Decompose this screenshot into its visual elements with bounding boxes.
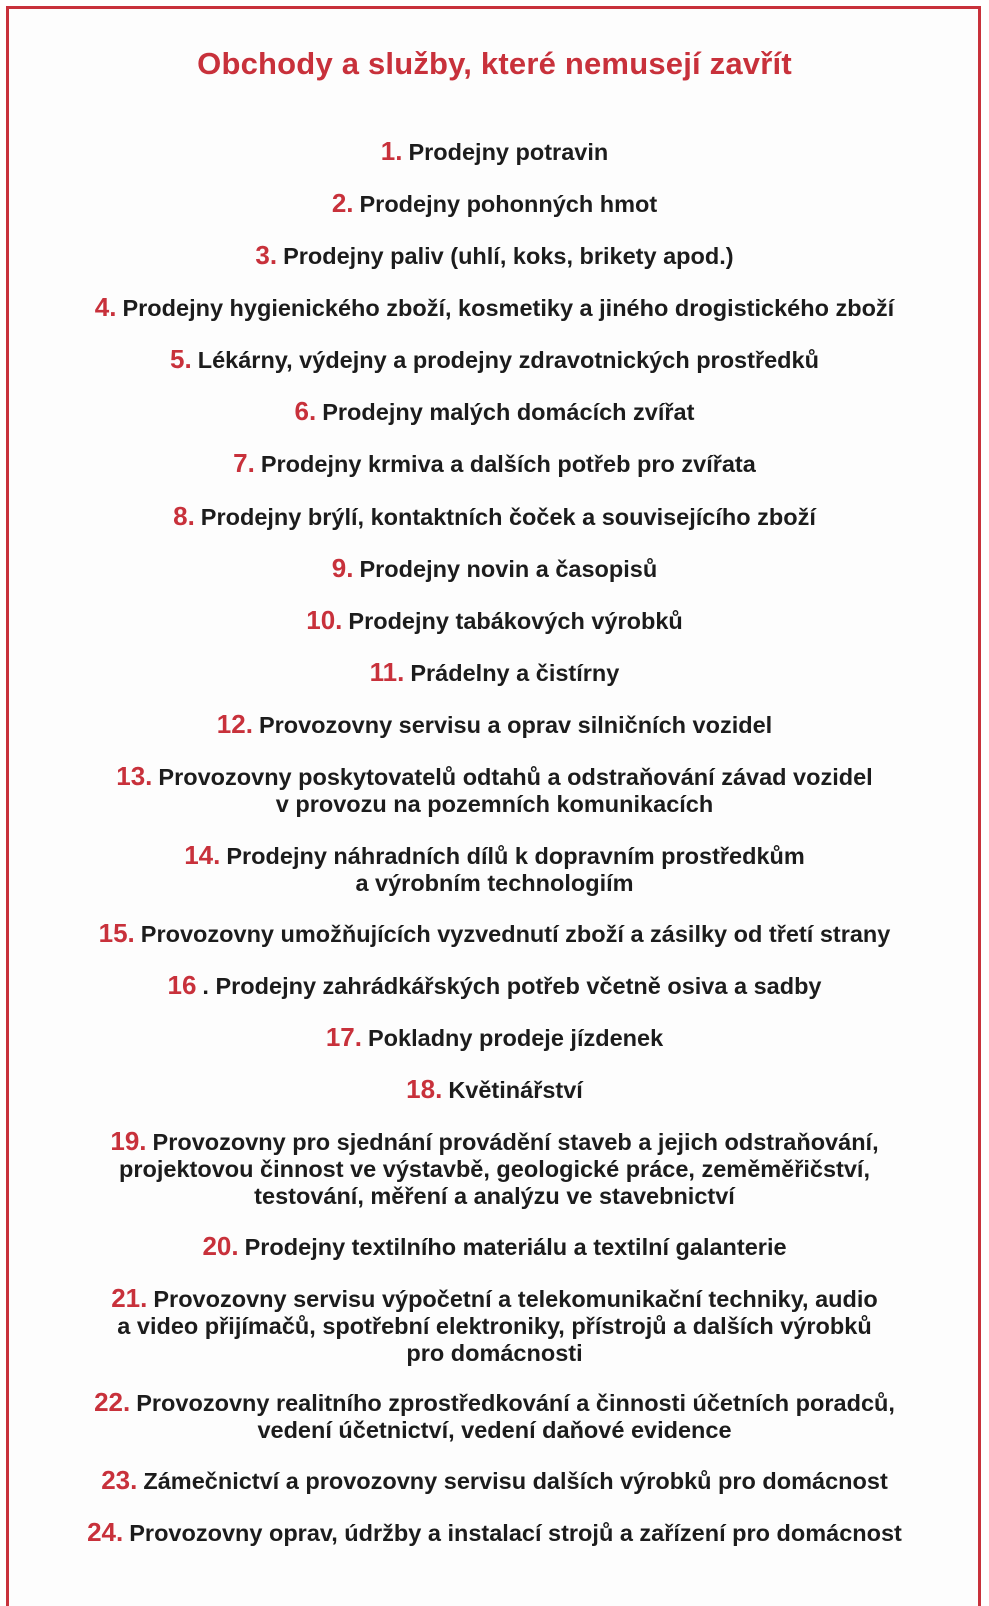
list-item-number: 18. xyxy=(406,1074,443,1104)
list-item-number: 12. xyxy=(216,709,253,739)
list-item-text: Prodejny náhradních dílů k dopravním prostředkům xyxy=(226,843,805,869)
list-item-number: 21. xyxy=(111,1283,148,1313)
list-item-line xyxy=(0,503,989,531)
list-item-text: Provozovny pro sjednání provádění staveb a jejich odstraňování, xyxy=(152,1129,879,1155)
list-item xyxy=(0,138,989,166)
list-item-line xyxy=(0,1024,989,1052)
list-item-text: Prodejny textilního materiálu a textilní galanterie xyxy=(244,1234,787,1260)
list-item-text: Prodejny hygienického zboží, kosmetiky a jiného drogistického zboží xyxy=(122,295,895,321)
list-item xyxy=(0,398,989,426)
list-item-text: Prodejny krmiva a dalších potřeb pro zvířata xyxy=(260,451,756,477)
list-item-line xyxy=(0,870,989,897)
list-item xyxy=(0,190,989,218)
list-item-number: 23. xyxy=(101,1465,138,1495)
list-item-text: Zámečnictví a provozovny servisu dalších výrobků pro domácnost xyxy=(143,1468,888,1494)
list-item-text: Prodejny tabákových výrobků xyxy=(348,608,683,634)
list-item-number: 4. xyxy=(94,292,117,322)
list-item xyxy=(0,1128,989,1210)
list-item xyxy=(0,607,989,635)
list-item-number: 1. xyxy=(380,136,403,166)
list-item-line xyxy=(0,1233,989,1261)
list-item-line xyxy=(0,920,989,948)
list-item-line xyxy=(0,1183,989,1210)
list-item-number: 15. xyxy=(98,918,135,948)
list-item xyxy=(0,450,989,478)
list-item-text: v provozu na pozemních komunikacích xyxy=(275,791,714,817)
list-item-text: Prodejny paliv (uhlí, koks, brikety apod.) xyxy=(283,243,734,269)
list-item xyxy=(0,972,989,1000)
list-item xyxy=(0,1076,989,1104)
list-item-text: Prodejny brýlí, kontaktních čoček a souvisejícího zboží xyxy=(200,504,816,530)
list-item-number: 5. xyxy=(170,344,192,374)
list-item xyxy=(0,242,989,270)
list-item-line xyxy=(0,450,989,478)
list-item-number: 19. xyxy=(110,1126,147,1156)
list-item-number: 9. xyxy=(331,553,354,583)
list-item xyxy=(0,1389,989,1444)
list-item-text: a video přijímačů, spotřební elektroniky, přístrojů a dalších výrobků xyxy=(117,1313,872,1339)
list-item-line xyxy=(0,190,989,218)
list-item-line xyxy=(0,842,989,870)
list-item xyxy=(0,1024,989,1052)
page-title: Obchody a služby, které nemusejí zavřít xyxy=(197,46,792,81)
list-item-number: 13. xyxy=(116,761,153,791)
list-item-text: pro domácnosti xyxy=(406,1340,583,1366)
list-item-line xyxy=(0,242,989,270)
list-item-line xyxy=(0,1389,989,1417)
list-item-number: 8. xyxy=(173,501,195,531)
list-item-line xyxy=(0,138,989,166)
list-item xyxy=(0,659,989,687)
list-item-line xyxy=(0,346,989,374)
list-item-number: 3. xyxy=(255,240,278,270)
list-item-text: Provozovny servisu výpočetní a telekomunikační techniky, audio xyxy=(153,1286,878,1312)
list-item xyxy=(0,503,989,531)
list-item xyxy=(0,1285,989,1367)
list-item-text: Provozovny umožňujících vyzvednutí zboží a zásilky od třetí strany xyxy=(140,921,891,947)
list-item-number: 24. xyxy=(87,1517,124,1547)
list-item-line xyxy=(0,398,989,426)
list-item-line xyxy=(0,1128,989,1156)
list-item xyxy=(0,555,989,583)
list-item-number: 2. xyxy=(331,188,354,218)
list-item xyxy=(0,1467,989,1495)
list-item-text: Prodejny pohonných hmot xyxy=(359,191,658,217)
list-item-text: Prodejny malých domácích zvířat xyxy=(322,399,695,425)
list-item-line xyxy=(0,1519,989,1547)
list-item-line xyxy=(0,1076,989,1104)
list-item xyxy=(0,294,989,322)
list-item-number: 6. xyxy=(294,396,317,426)
list-item-text: Lékárny, výdejny a prodejny zdravotnických prostředků xyxy=(197,347,819,373)
list-item-text: projektovou činnost ve výstavbě, geologické práce, zeměměřičství, xyxy=(119,1156,870,1182)
list-item-text: Prodejny novin a časopisů xyxy=(359,556,658,582)
list-item xyxy=(0,1519,989,1547)
list-item-line xyxy=(0,555,989,583)
list-item-line xyxy=(0,1340,989,1367)
list-item-line xyxy=(0,763,989,791)
list-item-text: Provozovny servisu a oprav silničních vozidel xyxy=(258,712,773,738)
list-item-text: . Prodejny zahrádkářských potřeb včetně osiva a sadby xyxy=(202,973,822,999)
list-item-text: a výrobním technologiím xyxy=(355,870,634,896)
list-item-line xyxy=(0,294,989,322)
list-item-text: Provozovny realitního zprostředkování a činnosti účetních poradců, xyxy=(136,1390,895,1416)
list-item-number: 17. xyxy=(325,1022,362,1052)
list-item-number: 10. xyxy=(306,605,343,635)
list-item xyxy=(0,1233,989,1261)
list-item-line xyxy=(0,607,989,635)
list-item xyxy=(0,711,989,739)
list-item xyxy=(0,763,989,818)
list-item xyxy=(0,842,989,897)
list-item-line xyxy=(0,972,989,1000)
list-item-line xyxy=(0,711,989,739)
list-item-text: testování, měření a analýzu ve stavebnictví xyxy=(254,1183,735,1209)
list-item-text: Provozovny oprav, údržby a instalací strojů a zařízení pro domácnost xyxy=(129,1520,902,1546)
list-item-number: 14. xyxy=(184,840,221,870)
list-item-text: Prádelny a čistírny xyxy=(410,660,620,686)
list-item-number: 22. xyxy=(94,1387,131,1417)
list-item-number: 11. xyxy=(369,657,405,687)
list-item-number: 16 xyxy=(167,970,197,1000)
list-item xyxy=(0,346,989,374)
list-item-line xyxy=(0,1417,989,1444)
list-item-text: Květinářství xyxy=(448,1077,583,1103)
list-item-line xyxy=(0,1156,989,1183)
list-item-text: Provozovny poskytovatelů odtahů a odstraňování závad vozidel xyxy=(158,764,873,790)
list-item-text: Pokladny prodeje jízdenek xyxy=(368,1025,664,1051)
list-item-line xyxy=(0,659,989,687)
list-item-number: 7. xyxy=(233,448,255,478)
list-item-line xyxy=(0,791,989,818)
list-item xyxy=(0,920,989,948)
list-item-line xyxy=(0,1467,989,1495)
list-item-line xyxy=(0,1285,989,1313)
list-item-line xyxy=(0,1313,989,1340)
list-item-number: 20. xyxy=(202,1231,239,1261)
list-item-text: vedení účetnictví, vedení daňové evidence xyxy=(257,1417,732,1443)
list-item-text: Prodejny potravin xyxy=(408,139,609,165)
